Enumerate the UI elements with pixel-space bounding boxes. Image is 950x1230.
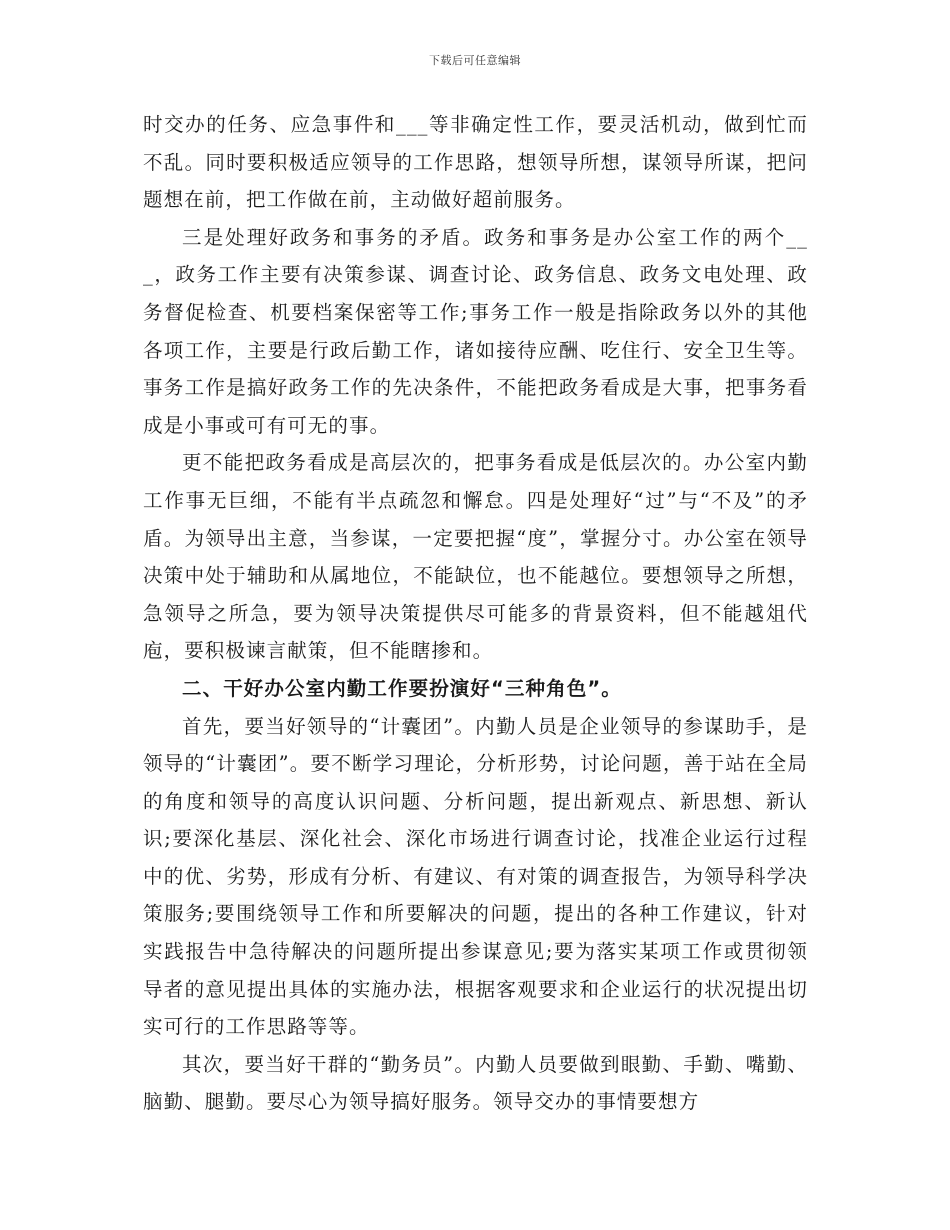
paragraph-think-tank: 首先，要当好领导的“计囊团”。内勤人员是企业领导的参谋助手，是领导的“计囊团”。要不断学习理论，分析形势，讨论问题，善于站在全局的角度和领导的高度认识问题、分析问题，提出新观点、新思想、新认识;要深化基层、深化社会、深化市场进行调查讨论，找准企业运行过程中的优、劣势，形成有分析、有建议、有对策的调查报告，为领导科学决策服务;要围绕领导工作和所要解决的问题，提出的各种工作建议，针对实践报告中急待解决的问题所提出参谋意见;要为落实某项工作或贯彻领导者的意见提出具体的实施办法，根据客观要求和企业运行的状况提出切实可行的工作思路等等。 bbox=[143, 714, 808, 1039]
paragraph-service-staff: 其次，要当好干群的“勤务员”。内勤人员要做到眼勤、手勤、嘴勤、脑勤、腿勤。要尽心为领导搞好服务。领导交办的事情要想方 bbox=[143, 1052, 808, 1114]
section-heading: 二、干好办公室内勤工作要扮演好“三种角色”。 bbox=[182, 676, 622, 700]
page-header bbox=[0, 52, 950, 68]
document-body bbox=[143, 106, 808, 1121]
paragraph-over-and-under: 更不能把政务看成是高层次的，把事务看成是低层次的。办公室内勤工作事无巨细，不能有半点疏忽和懈怠。四是处理好“过”与“不及”的矛盾。为领导出主意，当参谋，一定要把握“度”，掌握分寸。办公室在领导决策中处于辅助和从属地位，不能缺位，也不能越位。要想领导之所想，急领导之所急，要为领导决策提供尽可能多的背景资料，但不能越俎代庖，要积极谏言献策，但不能瞎掺和。 bbox=[143, 451, 808, 663]
paragraph-continuation: 时交办的任务、应急事件和___等非确定性工作，要灵活机动，做到忙而不乱。同时要积极适应领导的工作思路，想领导所想，谋领导所谋，把问题想在前，把工作做在前，主动做好超前服务。 bbox=[143, 113, 808, 212]
page-header-text: 下载后可任意编辑 bbox=[429, 54, 521, 67]
paragraph-politics-affairs: 三是处理好政务和事务的矛盾。政务和事务是办公室工作的两个___，政务工作主要有决策参谋、调查讨论、政务信息、政务文电处理、政务督促检查、机要档案保密等工作;事务工作一般是指除政务以外的其他各项工作，主要是行政后勤工作，诸如接待应酬、吃住行、安全卫生等。事务工作是搞好政务工作的先决条件，不能把政务看成是大事，把事务看成是小事或可有可无的事。 bbox=[143, 225, 808, 437]
